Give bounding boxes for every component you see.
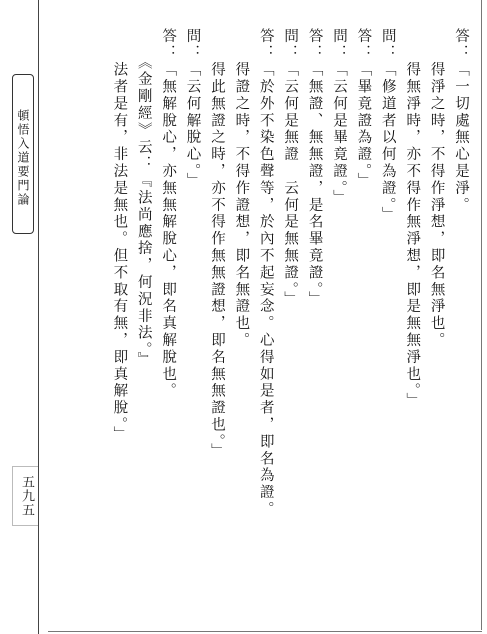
book-title: 頓悟入道要門論 [16, 109, 30, 207]
main-text [107, 28, 473, 568]
book-title-tab [12, 74, 34, 234]
page-number-tab [12, 466, 38, 526]
text-column-11: 得此無證之時，亦不得作無無證想，即名無無證也。」 [208, 28, 225, 461]
text-column-13: 答：「無解脫心，亦無無解脫心，即名真解脫也。 [160, 28, 177, 400]
text-column-3: 得無淨時，亦不得作無淨想，即是無無淨也。」 [404, 28, 421, 410]
bottom-border-rule [48, 631, 482, 632]
text-column-14: 《金剛經》云：『法尚應捨，何況非法。』 [135, 28, 152, 369]
text-column-10: 得證之時，不得作證想，即名無證也。 [233, 28, 250, 350]
text-column-7: 答：「無證、無無證，是名畢竟證。」 [306, 28, 323, 309]
page-number: 五九五 [19, 475, 34, 517]
margin-rule [38, 0, 39, 634]
text-column-5: 答：「畢竟證為證。」 [355, 28, 372, 190]
text-column-6: 問：「云何是畢竟證。」 [330, 28, 347, 207]
text-column-15: 法者是有，非法是無也。但不取有無，即真解脫。」 [111, 28, 128, 444]
text-column-2: 得淨之時，不得作淨想，即名無淨也。 [428, 28, 445, 350]
text-column-8: 問：「云何是無證 云何是無無證。」 [282, 28, 299, 309]
right-border-rule [481, 0, 482, 630]
text-column-12: 問：「云何解脫心。」 [184, 28, 201, 190]
text-column-9: 答：「於外不染色聲等，於內不起妄念。心得如是者，即名為證。 [257, 28, 274, 519]
text-column-4: 問：「修道者以何為證。」 [379, 28, 396, 224]
text-column-1: 答：「一切處無心是淨。 [453, 28, 469, 214]
